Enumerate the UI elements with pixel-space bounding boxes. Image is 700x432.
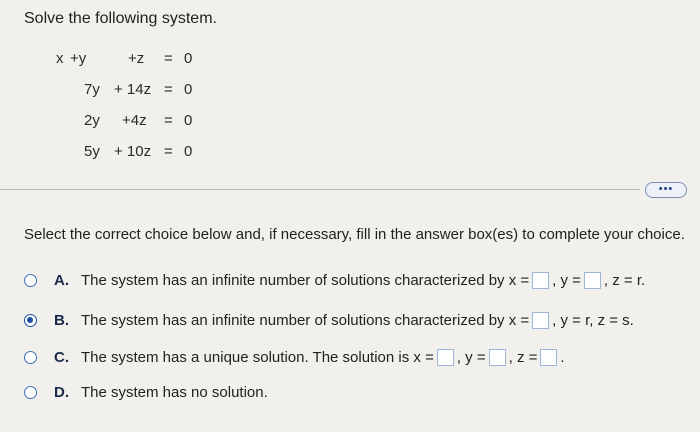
choice-letter: D. — [54, 383, 69, 401]
radio-choice-a[interactable] — [24, 274, 37, 287]
rhs-value: 0 — [184, 143, 193, 160]
rhs-value: 0 — [184, 81, 193, 98]
choice-text-end: . — [560, 348, 565, 366]
equals-sign: = — [164, 81, 173, 98]
choice-text: The system has an infinite number of solutions characterized by x = — [81, 271, 530, 289]
term-2: 5y — [84, 143, 100, 160]
answer-box-x[interactable] — [532, 312, 549, 329]
choice-text-mid: , y = — [552, 271, 581, 289]
term-2: 2y — [84, 112, 100, 129]
equals-sign: = — [164, 112, 173, 129]
choice-b[interactable] — [24, 309, 634, 331]
term-3: + 14z — [114, 81, 152, 98]
more-options-button[interactable]: ••• — [645, 182, 687, 198]
radio-choice-c[interactable] — [24, 351, 37, 364]
answer-box-y[interactable] — [584, 272, 601, 289]
choice-c[interactable] — [24, 346, 565, 368]
choice-text: The system has no solution. — [81, 383, 268, 401]
term-3: +z — [128, 50, 145, 67]
section-divider — [0, 189, 640, 190]
choice-text: The system has a unique solution. The solution is x = — [81, 348, 434, 366]
equals-sign: = — [164, 143, 173, 160]
rhs-value: 0 — [184, 50, 193, 67]
rhs-value: 0 — [184, 112, 193, 129]
answer-box-z[interactable] — [540, 349, 557, 366]
answer-box-x[interactable] — [532, 272, 549, 289]
choice-text-end: , z = r. — [603, 271, 646, 289]
radio-choice-b[interactable] — [24, 314, 37, 327]
term-3: +4z — [122, 112, 147, 129]
answer-box-y[interactable] — [489, 349, 506, 366]
choice-letter: B. — [54, 311, 69, 329]
instruction-text: Select the correct choice below and, if necessary, fill in the answer box(es) to complete your choice. — [24, 226, 685, 243]
radio-choice-d[interactable] — [24, 386, 37, 399]
choice-text-mid: , y = — [456, 348, 486, 366]
choice-text: The system has an infinite number of solutions characterized by x = — [81, 311, 530, 329]
choice-letter: A. — [54, 271, 69, 289]
question-title: Solve the following system. — [24, 10, 217, 27]
term-2: 7y — [84, 81, 100, 98]
term-3: + 10z — [114, 143, 152, 160]
choice-text-end: , y = r, z = s. — [552, 311, 634, 329]
term-1: x — [56, 50, 64, 67]
equals-sign: = — [164, 50, 173, 67]
term-2: +y — [70, 50, 87, 67]
choice-a[interactable] — [24, 269, 645, 291]
choice-d[interactable] — [24, 381, 268, 403]
choice-text-mid: , z = — [508, 348, 538, 366]
choice-letter: C. — [54, 348, 69, 366]
answer-box-x[interactable] — [437, 349, 454, 366]
